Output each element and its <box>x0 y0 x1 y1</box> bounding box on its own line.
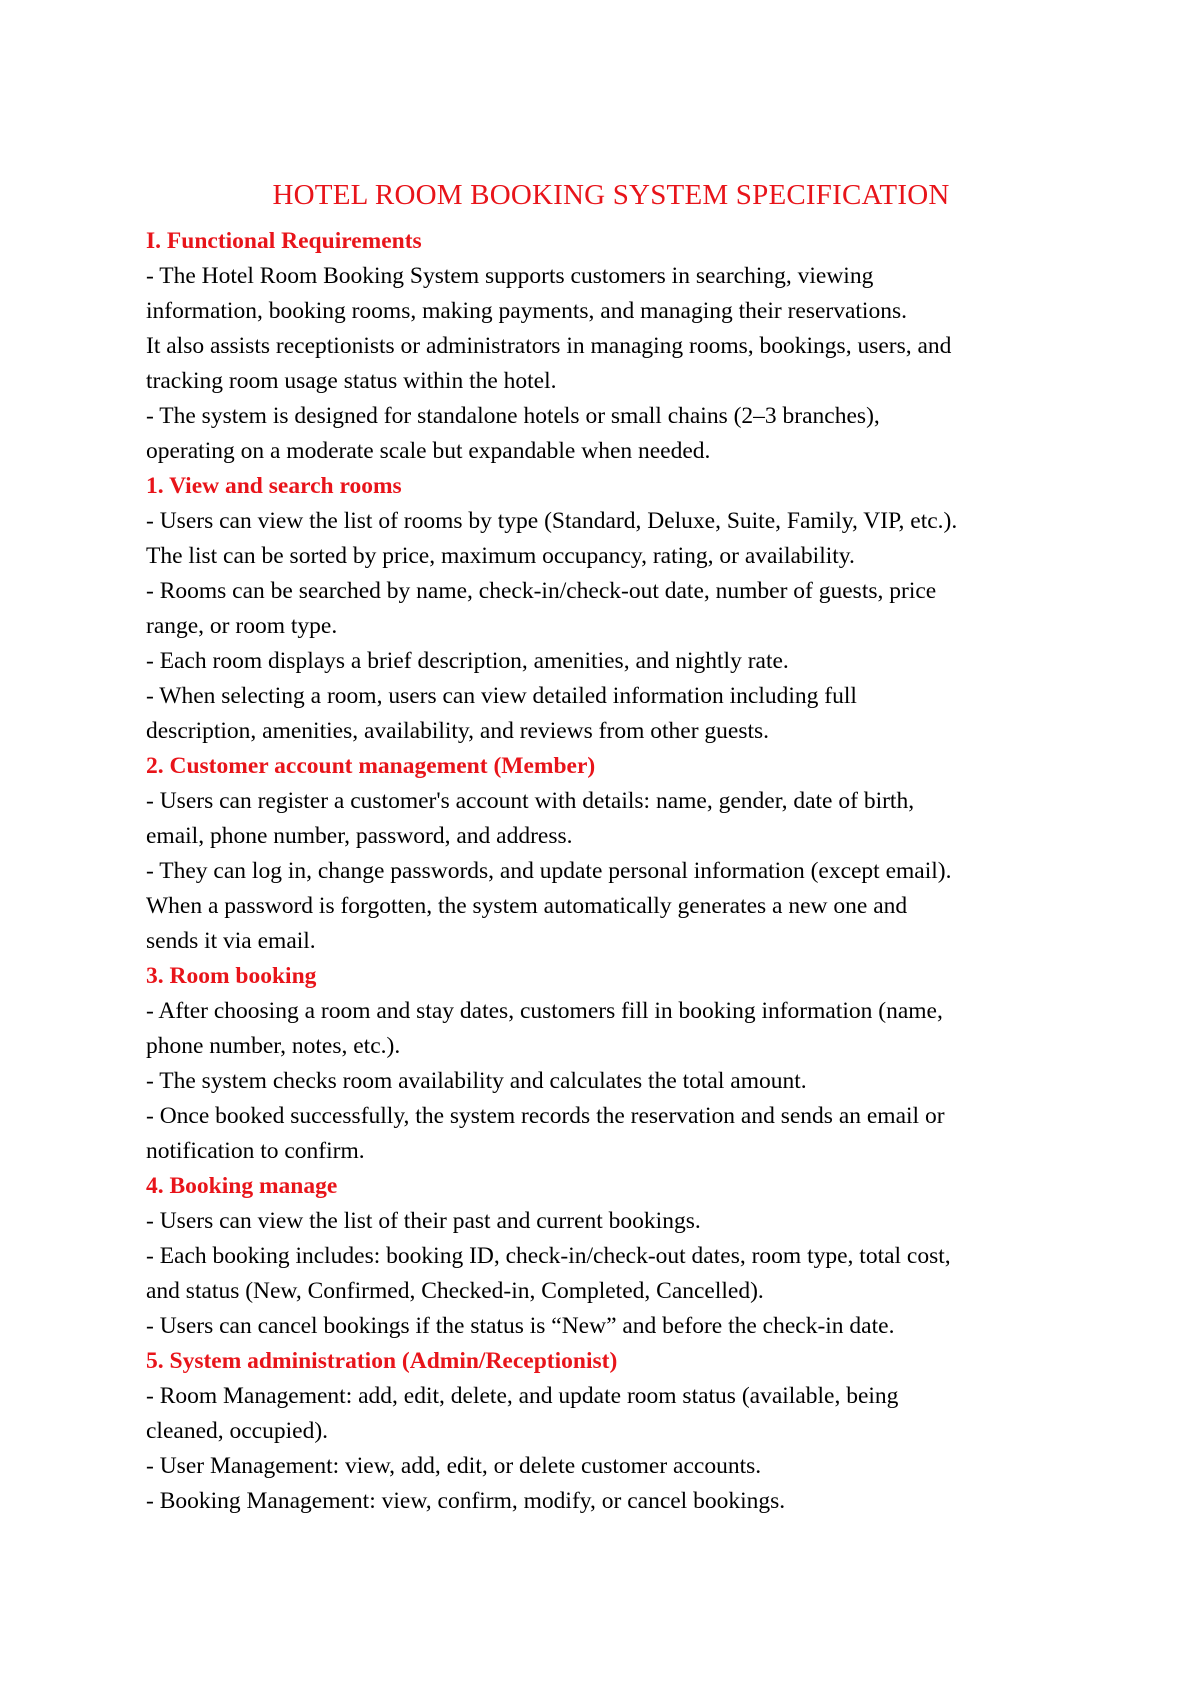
text-line: description, amenities, availability, and reviews from other guests. <box>146 718 770 744</box>
section-0 <box>146 224 1076 469</box>
section-2 <box>146 749 1076 959</box>
text-line: - Users can register a customer's account with details: name, gender, date of birth, <box>146 788 915 814</box>
text-line: tracking room usage status within the hotel. <box>146 368 557 394</box>
text-line: - They can log in, change passwords, and update personal information (except email). <box>146 858 952 884</box>
text-line: cleaned, occupied). <box>146 1418 329 1444</box>
text-line: sends it via email. <box>146 928 316 954</box>
text-line: - Users can view the list of their past and current bookings. <box>146 1208 701 1234</box>
text-line: - Room Management: add, edit, delete, and update room status (available, being <box>146 1383 899 1409</box>
text-line: - The system is designed for standalone hotels or small chains (2–3 branches), <box>146 403 880 429</box>
text-line: - Rooms can be searched by name, check-in/check-out date, number of guests, price <box>146 578 937 604</box>
text-line: The list can be sorted by price, maximum occupancy, rating, or availability. <box>146 543 855 569</box>
text-line: email, phone number, password, and address. <box>146 823 573 849</box>
section-5 <box>146 1344 1076 1519</box>
document-page <box>146 178 1076 1519</box>
text-line: - Each room displays a brief description, amenities, and nightly rate. <box>146 648 789 674</box>
text-line: It also assists receptionists or administrators in managing rooms, bookings, users, and <box>146 333 952 359</box>
text-line: - Once booked successfully, the system records the reservation and sends an email or <box>146 1103 945 1129</box>
text-line: - After choosing a room and stay dates, customers fill in booking information (name, <box>146 998 943 1024</box>
text-line: - Booking Management: view, confirm, modify, or cancel bookings. <box>146 1488 786 1514</box>
section-heading: 2. Customer account management (Member) <box>146 753 596 779</box>
text-line: operating on a moderate scale but expandable when needed. <box>146 438 711 464</box>
text-line: - Users can view the list of rooms by type (Standard, Deluxe, Suite, Family, VIP, etc.). <box>146 508 958 534</box>
text-line: - User Management: view, add, edit, or delete customer accounts. <box>146 1453 762 1479</box>
document-body <box>146 224 1076 1519</box>
text-line: - Users can cancel bookings if the status is “New” and before the check-in date. <box>146 1313 895 1339</box>
section-heading: 1. View and search rooms <box>146 473 402 499</box>
text-line: - Each booking includes: booking ID, check-in/check-out dates, room type, total cost, <box>146 1243 951 1269</box>
text-line: range, or room type. <box>146 613 338 639</box>
text-line: - The system checks room availability and calculates the total amount. <box>146 1068 807 1094</box>
section-3 <box>146 959 1076 1169</box>
section-4 <box>146 1169 1076 1344</box>
text-line: and status (New, Confirmed, Checked-in, Completed, Cancelled). <box>146 1278 764 1304</box>
document-title: HOTEL ROOM BOOKING SYSTEM SPECIFICATION <box>272 179 950 211</box>
text-line: notification to confirm. <box>146 1138 365 1164</box>
section-heading: 3. Room booking <box>146 963 317 989</box>
text-line: - The Hotel Room Booking System supports customers in searching, viewing <box>146 263 874 289</box>
section-heading: I. Functional Requirements <box>146 228 422 254</box>
text-line: When a password is forgotten, the system automatically generates a new one and <box>146 893 908 919</box>
text-line: - When selecting a room, users can view detailed information including full <box>146 683 857 709</box>
section-heading: 5. System administration (Admin/Receptionist) <box>146 1348 618 1374</box>
section-heading: 4. Booking manage <box>146 1173 338 1199</box>
text-line: phone number, notes, etc.). <box>146 1033 401 1059</box>
text-line: information, booking rooms, making payments, and managing their reservations. <box>146 298 907 324</box>
section-1 <box>146 469 1076 749</box>
